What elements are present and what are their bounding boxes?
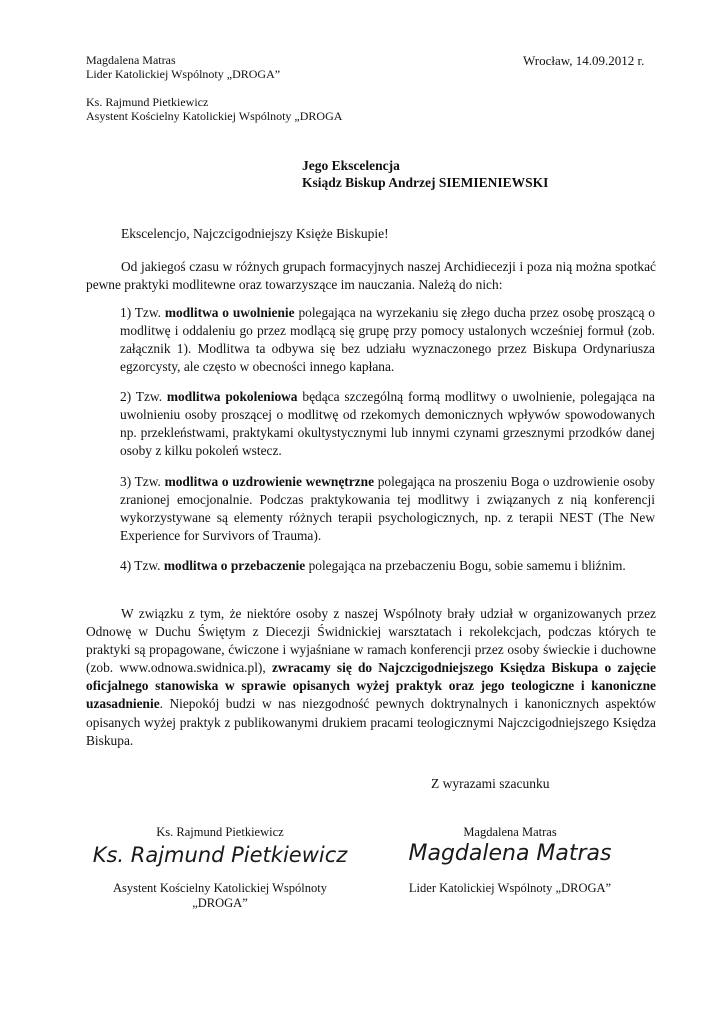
practice-item-1: 1) Tzw. modlitwa o uwolnienie polegająca na wyrzekaniu się złego ducha przez osobę proszącą o modlitwę i oddaleniu go przez modlącą się grupę przy pomocy ustalonych wcześniej formuł (zob. załącznik 1). Modlitwa ta odbywa się bez udziału wyznaczonego przez Biskupa Ordynariusza egzorcysty, ale często w obecności innego kapłana. [120,305,655,375]
right-signer-title: Lider Katolickiej Wspólnoty „DROGA” [408,881,612,895]
left-handwritten-signature: Ks. Rajmund Pietkiewicz [92,843,348,867]
assistant-name: Ks. Rajmund Pietkiewicz [86,95,209,109]
regards: Z wyrazami szacunku [431,776,550,791]
practice-item-3: 3) Tzw. modlitwa o uzdrowienie wewnętrzne polegająca na proszeniu Boga o uzdrowienie osoby zranionej emocjonalnie. Podczas praktykowania tej modlitwy i związanych z nią konferencji wykorzystywane są elementy różnych terapii psychologicznych, np. z terapii NEST (The New Experience for Survivors of Trauma). [120,474,655,544]
intro-paragraph: Od jakiegoś czasu w różnych grupach formacyjnych naszej Archidiecezji i poza nią można spotkać pewne praktyki modlitewne oraz towarzyszące im nauczania. Należą do nich: [86,259,656,293]
practice-item-4: 4) Tzw. modlitwa o przebaczenie polegająca na przebaczeniu Bogu, sobie samemu i bliźnim. [120,558,626,573]
letter-date: Wrocław, 14.09.2012 r. [523,53,645,68]
recipient-block [302,157,548,191]
request-paragraph: W związku z tym, że niektóre osoby z naszej Wspólnoty brały udział w organizowanych przez Odnowę w Duchu Świętym z Diecezji Świdnickiej warsztatach i rekolekcjach, podczas których te praktyki są propagowane, ćwiczone i wyjaśniane w ramach konferencji przez osoby świeckie i duchowne (zob. www.odnowa.swidnica.pl), zwracamy się do Najczcigodniejszego Księdza Biskupa o zajęcie oficjalnego stanowiska w sprawie opisanych wyżej praktyk oraz jego teologiczne i kanoniczne uzasadnienie. Niepokój budzi w nas niezgodność pewnych doktrynalnych i kanonicznych aspektów opisanych wyżej praktyk z publikowanymi drukiem pracami teologicznymi Najczcigodniejszego Księdza Biskupa. [86,606,656,748]
sender-name: Magdalena Matras [86,53,176,67]
left-signer-name: Ks. Rajmund Pietkiewicz [156,825,284,839]
recipient-title: Jego Ekscelencja [302,158,400,173]
left-signer-title: Asystent Kościelny Katolickiej Wspólnoty „DROGA” [113,881,327,910]
salutation: Ekscelencjo, Najczcigodniejszy Księże Biskupie! [121,226,389,241]
assistant-role: Asystent Kościelny Katolickiej Wspólnoty „DROGA [86,109,343,123]
recipient-name: Ksiądz Biskup Andrzej SIEMIENIEWSKI [302,175,549,190]
right-handwritten-signature: Magdalena Matras [408,841,612,866]
practice-name: modlitwa o uwolnienie [164,305,295,320]
practice-name: modlitwa pokoleniowa [166,389,298,404]
practice-item-2: 2) Tzw. modlitwa pokoleniowa będąca szczególną formą modlitwy o uwolnienie, polegająca na uwolnieniu osoby proszącej o modlitwę od rzekomych demonicznych wpływów spowodowanych np. przekleństwami, praktykami okultystycznymi lub innymi czynami grzesznymi przodków danej osoby z kilku pokoleń wstecz. [120,389,655,459]
practice-name: modlitwa o uzdrowienie wewnętrzne [164,474,375,489]
request-statement: zwracamy się do Najczcigodniejszego Księdza Biskupa o zajęcie oficjalnego stanowiska w sprawie opisanych wyżej praktyk oraz jego teologiczne i kanoniczne uzasadnienie [86,660,656,712]
sender-role: Lider Katolickiej Wspólnoty „DROGA” [86,67,281,81]
practice-name: modlitwa o przebaczenie [163,558,306,573]
sender-block [86,53,342,123]
right-signer-name: Magdalena Matras [463,825,557,839]
